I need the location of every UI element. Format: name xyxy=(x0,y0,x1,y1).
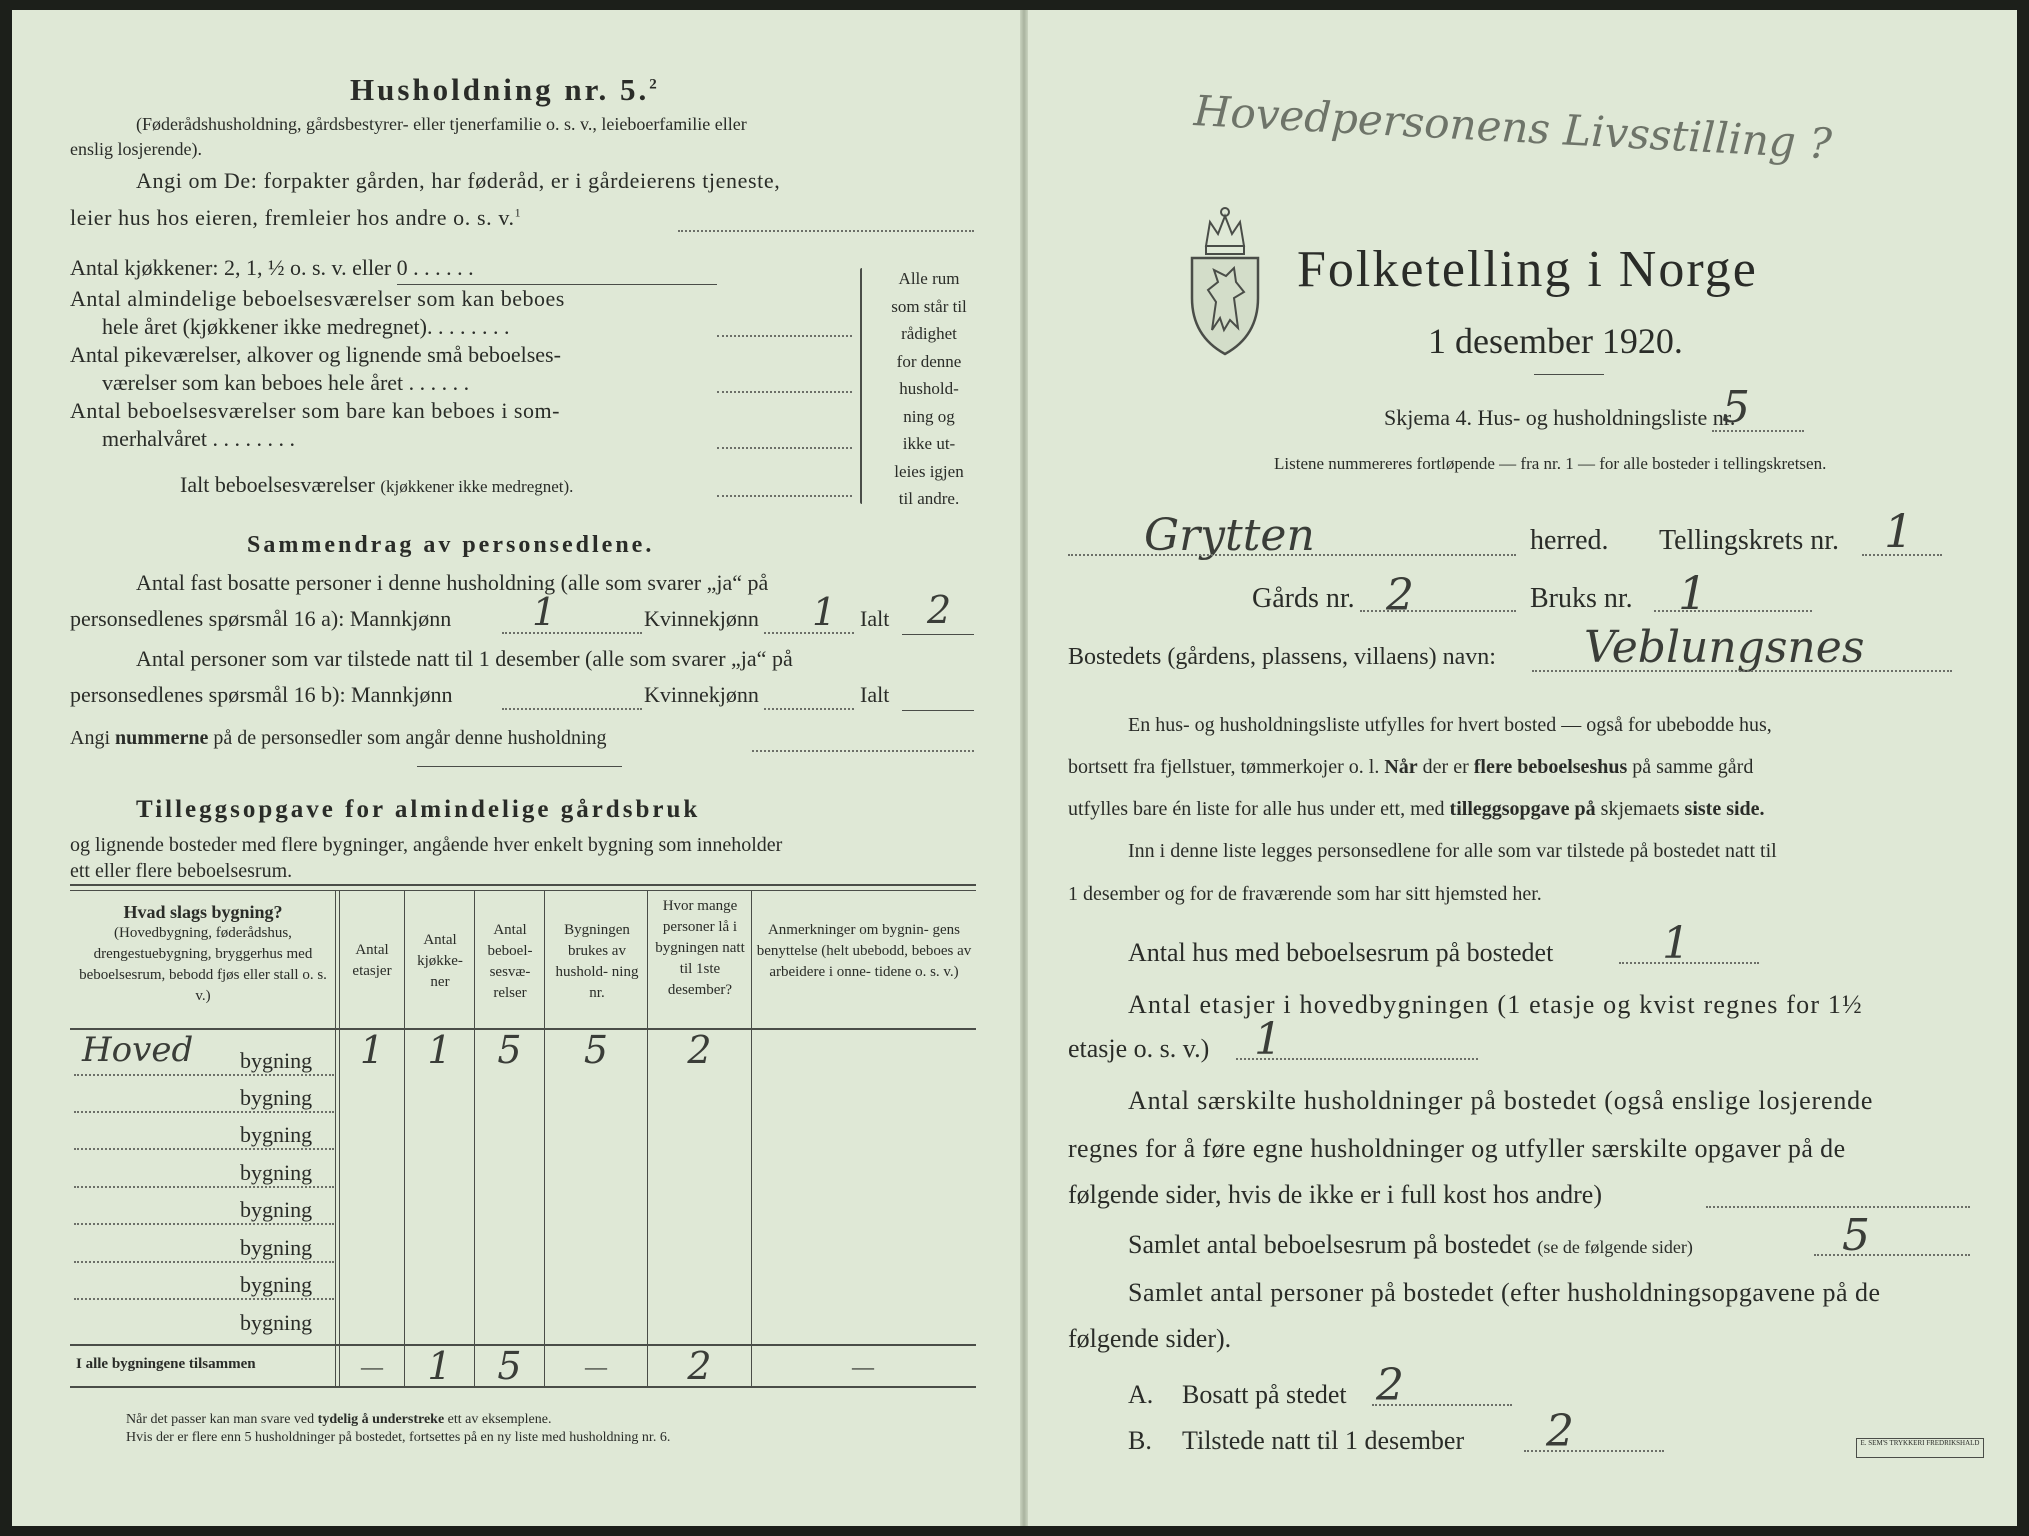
addendum-line2: ett eller flere beboelsesrum. xyxy=(70,860,293,882)
floors-question-line2: etasje o. s. v.) xyxy=(1068,1034,1210,1063)
addendum-heading: Tilleggsopgave for almindelige gårdsbruk xyxy=(136,796,701,823)
instruction-1-line1: En hus- og husholdningsliste utfylles for hvert bosted — også for ubebodde hus, xyxy=(1128,714,1772,736)
total-rooms-label: Samlet antal beboelsesrum på bostedet (se de følgende sider) xyxy=(1128,1230,1693,1259)
building-type-value: Hoved xyxy=(82,1030,194,1070)
handwritten-occupation-note: Hovedpersonens Livsstilling ? xyxy=(1192,86,1833,169)
total-rooms-label: Ialt beboelsesværelser (kjøkkener ikke medregnet). xyxy=(180,472,574,497)
right-page xyxy=(1024,10,2017,1526)
total-remarks: — xyxy=(852,1354,874,1379)
household-heading: Husholdning nr. 5.$^2$ xyxy=(350,72,660,107)
section-divider xyxy=(417,766,622,767)
col-floors-header: Antal etasjer xyxy=(352,942,392,979)
farm-number-label: Gårds nr. xyxy=(1252,583,1355,614)
holding-number-value: 1 xyxy=(1678,566,1708,620)
municipality-label: herred. xyxy=(1530,525,1609,556)
coat-of-arms-icon xyxy=(1184,202,1266,358)
households-question-line2: regnes for å føre egne husholdninger og utfyller særskilte opgaver på de xyxy=(1068,1134,1846,1163)
enumeration-district-label: Tellingskrets nr. xyxy=(1659,525,1840,556)
present-b-label: B. xyxy=(1128,1426,1152,1455)
form-title: Folketelling i Norge xyxy=(1297,241,1758,298)
col-rooms-header: Antal beboel- sesvæ- relser xyxy=(487,922,533,1001)
rooms-side-note: Alle rum som står til rådighet for denne hushold- ning og ikke ut- leies igjen til andre. xyxy=(891,269,967,508)
household-value: 5 xyxy=(583,1028,609,1072)
rooms-value: 5 xyxy=(497,1028,522,1072)
households-question-line3: følgende sider, hvis de ikke er i full kost hos andre) xyxy=(1068,1180,1602,1209)
summary-resident-line1: Antal fast bosatte personer i denne husholdning (alle som svarer „ja“ på xyxy=(136,570,769,595)
tenure-answer-line xyxy=(678,230,974,232)
instruction-2-line2: 1 desember og for de fraværende som har sitt hjemsted her. xyxy=(1068,883,1542,905)
row-label: bygning xyxy=(240,1160,313,1185)
houses-count-value: 1 xyxy=(1662,918,1690,969)
summer-rooms-label-2: merhalvåret . . . . . . . . xyxy=(102,426,296,451)
present-total-label: Ialt xyxy=(860,682,890,707)
present-b-text: Tilstede natt til 1 desember xyxy=(1182,1426,1465,1455)
household-note-line2: enslig losjerende). xyxy=(70,139,202,159)
present-female-label: Kvinnekjønn xyxy=(644,682,759,707)
total-household: — xyxy=(585,1354,607,1379)
floors-value: 1 xyxy=(359,1028,385,1072)
col-building-type-header: Hvad slags bygning? (Hovedbygning, føderådshus, drengestuebygning, bryggerhus med beboelsesrum, bebodd fjøs eller stall o. s. v.) xyxy=(79,902,327,1004)
row-label: bygning xyxy=(240,1085,313,1110)
instruction-2-line1: Inn i denne liste legges personsedlene for alle som var tilstede på bostedet natt til xyxy=(1128,840,1777,862)
total-rooms: 5 xyxy=(497,1344,522,1388)
maid-rooms-label-1: Antal pikeværelser, alkover og lignende små beboelses- xyxy=(70,342,561,367)
common-rooms-label-2: hele året (kjøkkener ikke medregnet). . . . . . . . xyxy=(102,314,510,339)
row-label: bygning xyxy=(240,1197,313,1222)
kitchens-label: Antal kjøkkener: 2, 1, ½ o. s. v. eller 0 . . . . . . xyxy=(70,255,474,280)
place-name-value: Veblungsnes xyxy=(1584,622,1865,673)
resident-a-label: A. xyxy=(1128,1380,1154,1409)
summary-present-line1: Antal personer som var tilstede natt til 1 desember (alle som svarer „ja“ på xyxy=(136,646,793,671)
municipality-value: Grytten xyxy=(1144,510,1315,561)
col-household-header: Bygningen brukes av hushold- ning nr. xyxy=(555,922,639,1001)
left-page xyxy=(12,10,1022,1526)
resident-female-count: 1 xyxy=(812,590,837,634)
resident-male-count: 1 xyxy=(532,590,557,634)
houses-count-label: Antal hus med beboelsesrum på bostedet xyxy=(1128,938,1554,967)
title-divider xyxy=(1534,374,1604,375)
rooms-brace xyxy=(860,268,862,504)
persons-value: 2 xyxy=(687,1028,712,1072)
resident-a-text: Bosatt på stedet xyxy=(1182,1380,1347,1409)
summary-resident-line2: personsedlenes spørsmål 16 a): Mannkjønn xyxy=(70,606,452,631)
census-sheet xyxy=(12,10,2017,1526)
col-persons-header: Hvor mange personer lå i bygningen natt til 1ste desember? xyxy=(655,898,745,998)
total-rooms-value: 5 xyxy=(1842,1210,1870,1261)
resident-total-label: Ialt xyxy=(860,606,890,631)
col-kitchens-header: Antal kjøkke- ner xyxy=(417,932,463,990)
floors-question-line1: Antal etasjer i hovedbygningen (1 etasje og kvist regnes for 1½ xyxy=(1128,990,1863,1019)
place-name-label: Bostedets (gårdens, plassens, villaens) navn: xyxy=(1068,644,1496,670)
total-floors: — xyxy=(361,1354,383,1379)
row-label: bygning xyxy=(240,1272,313,1297)
row-label: bygning xyxy=(240,1235,313,1260)
kitchens-value: 1 xyxy=(427,1028,452,1072)
row-label: bygning xyxy=(240,1048,313,1073)
enumeration-district-value: 1 xyxy=(1884,504,1914,558)
present-b-value: 2 xyxy=(1546,1406,1574,1457)
farm-number-value: 2 xyxy=(1386,570,1414,621)
resident-female-label: Kvinnekjønn xyxy=(644,606,759,631)
summary-heading: Sammendrag av personsedlene. xyxy=(247,532,655,558)
maid-rooms-label-2: værelser som kan beboes hele året . . . . . . xyxy=(102,370,470,395)
common-rooms-label-1: Antal almindelige beboelsesværelser som kan beboes xyxy=(70,286,565,311)
numbering-instruction: Listene nummereres fortløpende — fra nr. 1 — for alle bosteder i tellingskretsen. xyxy=(1274,454,1827,473)
resident-total-count: 2 xyxy=(927,588,952,632)
addendum-line1: og lignende bosteder med flere bygninger, angående hver enkelt bygning som inneholder xyxy=(70,834,783,856)
instruction-1-line2: bortsett fra fjellstuer, tømmerkojer o. l. Når der er flere beboelseshus på samme gård xyxy=(1068,756,1754,778)
total-persons-line1: Samlet antal personer på bostedet (efter husholdningsopgavene på de xyxy=(1128,1278,1881,1307)
row-label: bygning xyxy=(240,1122,313,1147)
summary-present-line2: personsedlenes spørsmål 16 b): Mannkjønn xyxy=(70,682,453,707)
col-remarks-header: Anmerkninger om bygnin- gens benyttelse (helt ubebodd, beboes av arbeidere i onne- tidene o. s. v.) xyxy=(756,922,972,980)
households-question-line1: Antal særskilte husholdninger på bostedet (også enslige losjerende xyxy=(1128,1086,1874,1115)
total-kitchens: 1 xyxy=(427,1344,452,1388)
total-row-label: I alle bygningene tilsammen xyxy=(76,1356,256,1372)
instruction-1-line3: utfylles bare én liste for alle hus under ett, med tilleggsopgave på skjemaets siste side. xyxy=(1068,798,1765,820)
schema-label: Skjema 4. Hus- og husholdningsliste nr. xyxy=(1384,405,1736,430)
person-numbers-label: Angi nummerne på de personsedler som angår denne husholdning xyxy=(70,727,607,749)
footnote-1: Når det passer kan man svare ved tydelig å understreke ett av eksemplene. xyxy=(126,1412,552,1427)
row-label: bygning xyxy=(240,1310,313,1335)
printer-stamp: E. SEM'S TRYKKERI FREDRIKSHALD xyxy=(1856,1438,1984,1458)
list-number: 5 xyxy=(1722,382,1750,433)
total-persons: 2 xyxy=(687,1344,712,1388)
floors-value: 1 xyxy=(1254,1014,1282,1065)
summer-rooms-label-1: Antal beboelsesværelser som bare kan beboes i som- xyxy=(70,398,560,423)
footnote-2: Hvis der er flere enn 5 husholdninger på bostedet, fortsettes på en ny liste med husholdning nr. 6. xyxy=(126,1430,671,1445)
census-date: 1 desember 1920. xyxy=(1428,321,1683,361)
resident-a-value: 2 xyxy=(1376,1360,1404,1411)
total-persons-line2: følgende sider). xyxy=(1068,1324,1232,1353)
household-note-line1: (Føderådshusholdning, gårdsbestyrer- eller tjenerfamilie o. s. v., leieboerfamilie eller xyxy=(136,114,747,134)
tenure-question-line2: leier hus hos eieren, fremleier hos andre o. s. v.$^1$ xyxy=(70,205,522,230)
holding-number-label: Bruks nr. xyxy=(1530,583,1633,614)
tenure-question-line1: Angi om De: forpakter gården, har føderåd, er i gårdeierens tjeneste, xyxy=(136,168,781,193)
